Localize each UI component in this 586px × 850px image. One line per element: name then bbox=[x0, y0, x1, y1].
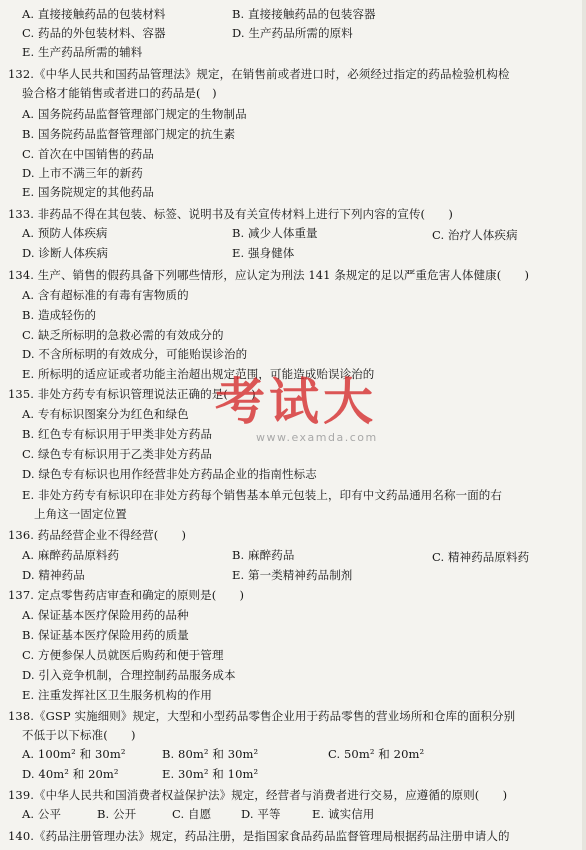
answer-option: D. 引入竞争机制，合理控制药品服务成本 bbox=[22, 668, 236, 682]
answer-option: E. 第一类精神药品制剂 bbox=[232, 568, 353, 582]
answer-option: D. 上市不满三年的新药 bbox=[22, 166, 143, 180]
answer-option: C. 自愿 bbox=[172, 807, 212, 821]
answer-option: 验合格才能销售或者进口的药品是( ) bbox=[22, 86, 217, 100]
answer-option: D. 40m² 和 20m² bbox=[22, 767, 119, 781]
answer-option: B. 80m² 和 30m² bbox=[162, 747, 259, 761]
answer-option: C. 治疗人体疾病 bbox=[432, 228, 518, 242]
answer-option: C. 缺乏所标明的急救必需的有效成分的 bbox=[22, 328, 224, 342]
answer-option: C. 药品的外包装材料、容器 bbox=[22, 26, 166, 40]
answer-option: B. 减少人体重量 bbox=[232, 226, 318, 240]
answer-option: B. 造成轻伤的 bbox=[22, 308, 97, 322]
answer-option: A. 公平 bbox=[22, 807, 62, 821]
answer-option: 上角这一固定位置 bbox=[34, 507, 127, 521]
answer-option: A. 保证基本医疗保险用药的品种 bbox=[22, 608, 189, 622]
answer-option: A. 国务院药品监督管理部门规定的生物制品 bbox=[22, 107, 247, 121]
answer-option: B. 红色专有标识用于甲类非处方药品 bbox=[22, 427, 213, 441]
answer-option: D. 绿色专有标识也用作经营非处方药品企业的指南性标志 bbox=[22, 467, 317, 481]
answer-option: A. 麻醉药品原料药 bbox=[22, 548, 120, 562]
question-stem: 139.《中华人民共和国消费者权益保护法》规定，经营者与消费者进行交易，应遵循的原则( ) bbox=[8, 788, 508, 802]
question-stem: 136. 药品经营企业不得经营( ) bbox=[8, 528, 187, 542]
scan-edge bbox=[582, 0, 586, 850]
answer-option: E. 非处方药专有标识印在非处方药每个销售基本单元包装上，印有中文药品通用名称一面的右 bbox=[22, 488, 503, 502]
watermark-logo: 考试大 bbox=[215, 373, 377, 431]
answer-option: A. 专有标识图案分为红色和绿色 bbox=[22, 407, 189, 421]
question-stem: 138.《GSP 实施细则》规定，大型和小型药品零售企业用于药品零售的营业场所和仓库的面积分别 bbox=[8, 709, 516, 723]
answer-option: 不低于以下标准( ) bbox=[22, 728, 136, 742]
answer-option: E. 强身健体 bbox=[232, 246, 295, 260]
question-stem: 134. 生产、销售的假药具备下列哪些情形，应认定为刑法 141 条规定的足以严重危害人体健康( ) bbox=[8, 268, 530, 282]
answer-option: E. 国务院规定的其他药品 bbox=[22, 185, 155, 199]
answer-option: E. 所标明的适应证或者功能主治超出规定范围，可能造成贻误诊治的 bbox=[22, 367, 375, 381]
question-stem: 132.《中华人民共和国药品管理法》规定，在销售前或者进口时，必须经过指定的药品检验机构检 bbox=[8, 67, 510, 81]
question-stem: 135. 非处方药专有标识管理说法正确的是( ) bbox=[8, 387, 256, 401]
answer-option: D. 平等 bbox=[241, 807, 281, 821]
answer-option: D. 生产药品所需的原料 bbox=[232, 26, 353, 40]
answer-option: C. 50m² 和 20m² bbox=[328, 747, 425, 761]
answer-option: B. 直接接触药品的包装容器 bbox=[232, 7, 376, 21]
answer-option: D. 不含所标明的有效成分，可能贻误诊治的 bbox=[22, 347, 248, 361]
answer-option: E. 注重发挥社区卫生服务机构的作用 bbox=[22, 688, 213, 702]
watermark-url: www.examda.com bbox=[256, 431, 378, 444]
answer-option: E. 生产药品所需的辅料 bbox=[22, 45, 143, 59]
answer-option: B. 保证基本医疗保险用药的质量 bbox=[22, 628, 189, 642]
question-stem: 133. 非药品不得在其包装、标签、说明书及有关宣传材料上进行下列内容的宣传( ) bbox=[8, 207, 453, 221]
answer-option: E. 诚实信用 bbox=[312, 807, 375, 821]
answer-option: E. 30m² 和 10m² bbox=[162, 767, 259, 781]
answer-option: A. 含有超标准的有毒有害物质的 bbox=[22, 288, 189, 302]
answer-option: D. 诊断人体疾病 bbox=[22, 246, 109, 260]
question-stem: 140.《药品注册管理办法》规定，药品注册，是指国家食品药品监督管理局根据药品注册申请人的 bbox=[8, 829, 510, 843]
answer-option: A. 直接接触药品的包装材料 bbox=[22, 7, 166, 21]
answer-option: C. 精神药品原料药 bbox=[432, 550, 530, 564]
answer-option: C. 首次在中国销售的药品 bbox=[22, 147, 154, 161]
answer-option: B. 麻醉药品 bbox=[232, 548, 295, 562]
question-stem: 137. 定点零售药店审查和确定的原则是( ) bbox=[8, 588, 245, 602]
answer-option: C. 方便参保人员就医后购药和便于管理 bbox=[22, 648, 224, 662]
answer-option: B. 公开 bbox=[97, 807, 137, 821]
answer-option: D. 精神药品 bbox=[22, 568, 85, 582]
answer-option: C. 绿色专有标识用于乙类非处方药品 bbox=[22, 447, 212, 461]
answer-option: B. 国务院药品监督管理部门规定的抗生素 bbox=[22, 127, 236, 141]
answer-option: A. 预防人体疾病 bbox=[22, 226, 108, 240]
answer-option: A. 100m² 和 30m² bbox=[22, 747, 126, 761]
